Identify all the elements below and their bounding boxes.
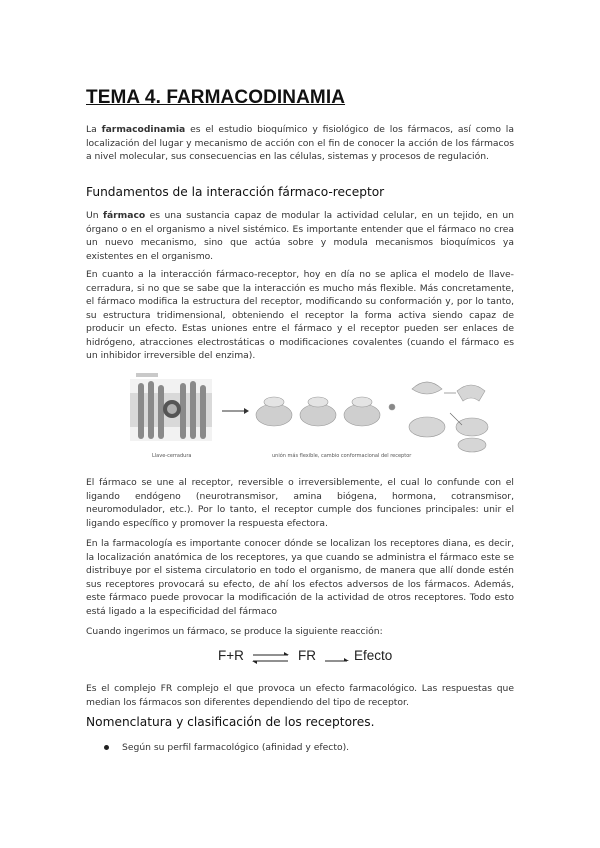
intro-paragraph: La farmacodinamia es el estudio bioquímico y fisiológico de los fármacos, así como la localización del lugar y mecanismo de acción con el fin de conocer la acción de los fármacos a nivel molecular, sus consecuencias en las células, sistemas y procesos de regulación. — [86, 124, 514, 162]
paragraph-farmaco: Un fármaco es una sustancia capaz de modular la actividad celular, en un tejido, en un órgano o en el organismo a nivel sistémico. Es importante entender que el fármaco no crea un nuevo mecanismo, sino que actúa sobre y modula mecanismos bioquímicos ya existentes en el organismo. — [86, 210, 515, 262]
intro-term: farmacodinamia — [101, 124, 186, 135]
paragraph-complejo: Es el complejo FR complejo el que provoca un efecto farmacológico. Las respuestas que median los fármacos son diferentes dependiendo del tipo de receptor. — [86, 683, 514, 708]
receptor-diagram-image — [122, 369, 502, 461]
equation-right: Efecto — [354, 648, 393, 663]
section-heading-nomenclatura: Nomenclatura y clasificación de los receptores. — [86, 715, 375, 729]
bullet-icon — [104, 745, 109, 750]
page-title: TEMA 4. FARMACODINAMIA — [86, 87, 346, 108]
receptor-figure — [122, 369, 502, 461]
paragraph-localizacion: En la farmacología es importante conocer dónde se localizan los receptores diana, es decir, la localización anatómica de los receptores, ya que cuando se administra el fármaco este se distribuye por el sistema circulatorio en todo el organismo, de manera que allí donde estén sus receptores provocará su efecto, de ahí los efectos adversos de los fármacos. Además, este fármaco puede provocar la modificación de la actividad de otros receptores. Todo esto está ligado a la especificidad del fármaco — [86, 538, 514, 617]
farmaco-term: fármaco — [102, 210, 146, 221]
lock-key-illustration — [130, 373, 212, 441]
conformational-change-illustration — [409, 382, 488, 452]
section-heading-fundamentos: Fundamentos de la interacción fármaco-receptor — [86, 185, 385, 199]
paragraph-reaccion: Cuando ingerimos un fármaco, se produce la siguiente reacción: — [86, 626, 383, 637]
paragraph-union-receptor: El fármaco se une al receptor, reversible o irreversiblemente, el cual lo confunde con el ligando endógeno (neurotransmisor, amina biógena, hormona, cotransmisor, neuromodulador, etc.). Por lo tanto, el receptor cumple dos funciones principales: unir el ligando específico y promover la respuesta efectora. — [86, 477, 514, 529]
reaction-equation — [218, 648, 408, 670]
forward-arrow-icon — [324, 654, 350, 664]
flexible-binding-illustration — [256, 397, 395, 426]
figure-caption-right: unión más flexible, cambio conformacional del receptor — [272, 453, 412, 459]
figure-caption-left: Llave-cerradura — [152, 453, 192, 459]
equation-middle: FR — [298, 648, 316, 663]
paragraph-interaccion: En cuanto a la interacción fármaco-receptor, hoy en día no se aplica el modelo de llave-cerradura, si no que se sabe que la interacción es mucho más flexible. Más concretamente, el fármaco modifica la estructura del receptor, modificando su conformación y, por lo tanto, su estructura tridimensional, obteniendo el receptor la forma activa siendo capaz de producir un efecto. Estas uniones entre el fármaco y el receptor pueden ser enlaces de hidrógeno, atracciones electrostáticas o modificaciones covalentes (cuando el fármaco es un inhibidor irreversible del enzima). — [86, 269, 514, 361]
reversible-arrow-icon — [252, 651, 290, 665]
equation-left: F+R — [218, 648, 244, 663]
